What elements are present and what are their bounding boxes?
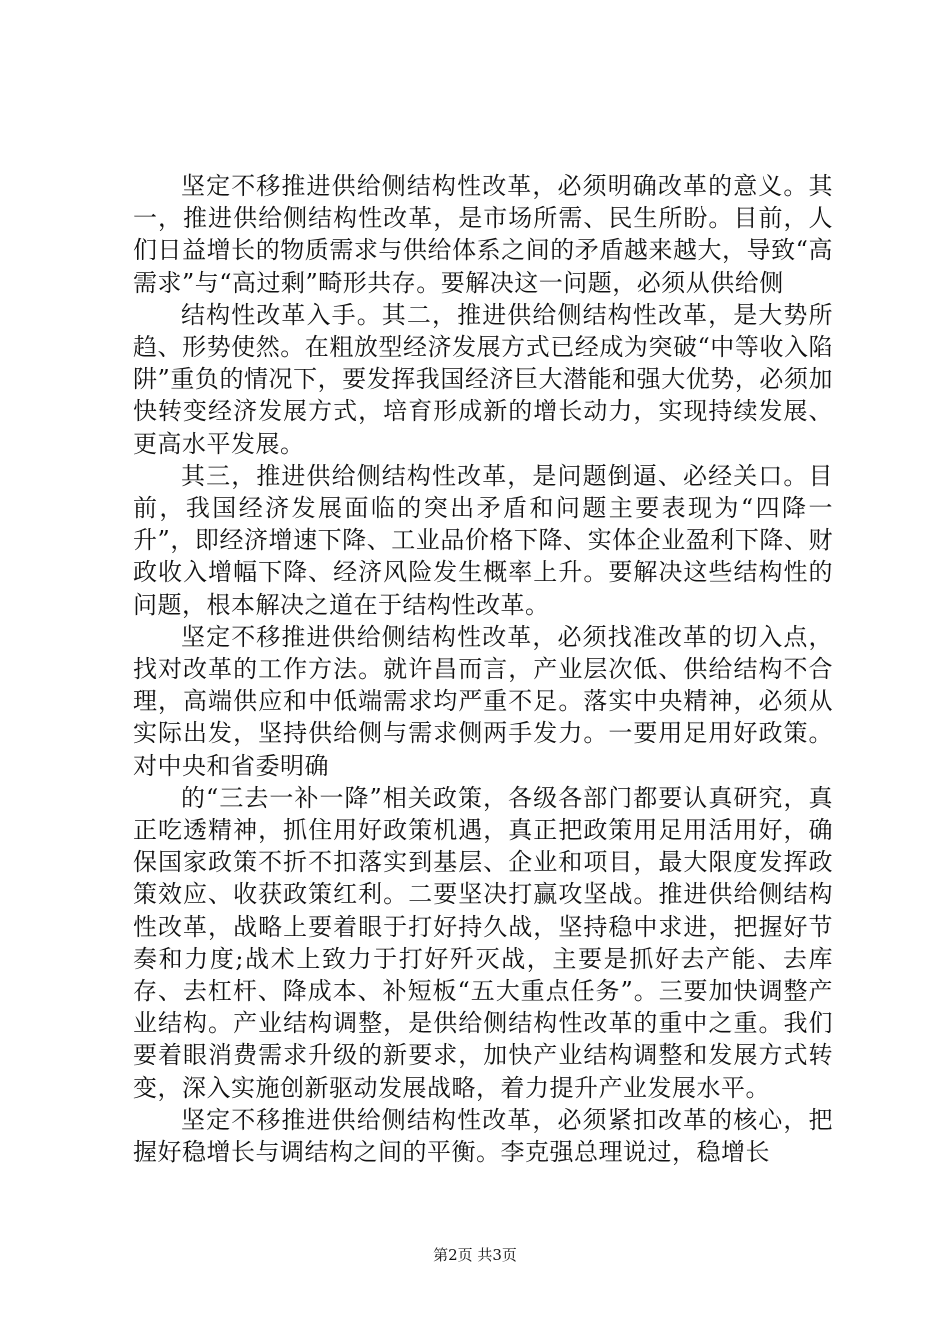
- paragraph-4: 坚定不移推进供给侧结构性改革，必须找准改革的切入点，找对改革的工作方法。就许昌而言，产业层次低、供给结构不合理，高端供应和中低端需求均严重不足。落实中央精神，必须从实际出发，坚持供给侧与需求侧两手发力。一要用足用好政策。对中央和省委明确: [133, 622, 833, 780]
- paragraph-2: 结构性改革入手。其二，推进供给侧结构性改革，是大势所趋、形势使然。在粗放型经济发展方式已经成为突破“中等收入陷阱”重负的情况下，要发挥我国经济巨大潜能和强大优势，必须加快转变经济发展方式，培育形成新的增长动力，实现持续发展、更高水平发展。: [133, 300, 833, 458]
- paragraph-5: 的“三去一补一降”相关政策，各级各部门都要认真研究，真正吃透精神，抓住用好政策机遇，真正把政策用足用活用好，确保国家政策不折不扣落实到基层、企业和项目，最大限度发挥政策效应、收获政策红利。二要坚决打赢攻坚战。推进供给侧结构性改革，战略上要着眼于打好持久战，坚持稳中求进，把握好节奏和力度;战术上致力于打好歼灭战，主要是抓好去产能、去库存、去杠杆、降成本、补短板“五大重点任务”。三要加快调整产业结构。产业结构调整，是供给侧结构性改革的重中之重。我们要着眼消费需求升级的新要求，加快产业结构调整和发展方式转变，深入实施创新驱动发展战略，着力提升产业发展水平。: [133, 783, 833, 1102]
- paragraph-1: 坚定不移推进供给侧结构性改革，必须明确改革的意义。其一，推进供给侧结构性改革，是市场所需、民生所盼。目前，人们日益增长的物质需求与供给体系之间的矛盾越来越大，导致“高需求”与“高过剩”畸形共存。要解决这一问题，必须从供给侧: [133, 172, 833, 297]
- paragraph-3: 其三，推进供给侧结构性改革，是问题倒逼、必经关口。目前，我国经济发展面临的突出矛盾和问题主要表现为“四降一升”，即经济增速下降、工业品价格下降、实体企业盈利下降、财政收入增幅下降、经济风险发生概率上升。要解决这些结构性的问题，根本解决之道在于结构性改革。: [133, 461, 833, 619]
- document-body: [133, 170, 833, 1168]
- paragraph-6: 坚定不移推进供给侧结构性改革，必须紧扣改革的核心，把握好稳增长与调结构之间的平衡。李克强总理说过，稳增长: [133, 1105, 833, 1167]
- page-number-footer: 第2页 共3页: [433, 1246, 517, 1264]
